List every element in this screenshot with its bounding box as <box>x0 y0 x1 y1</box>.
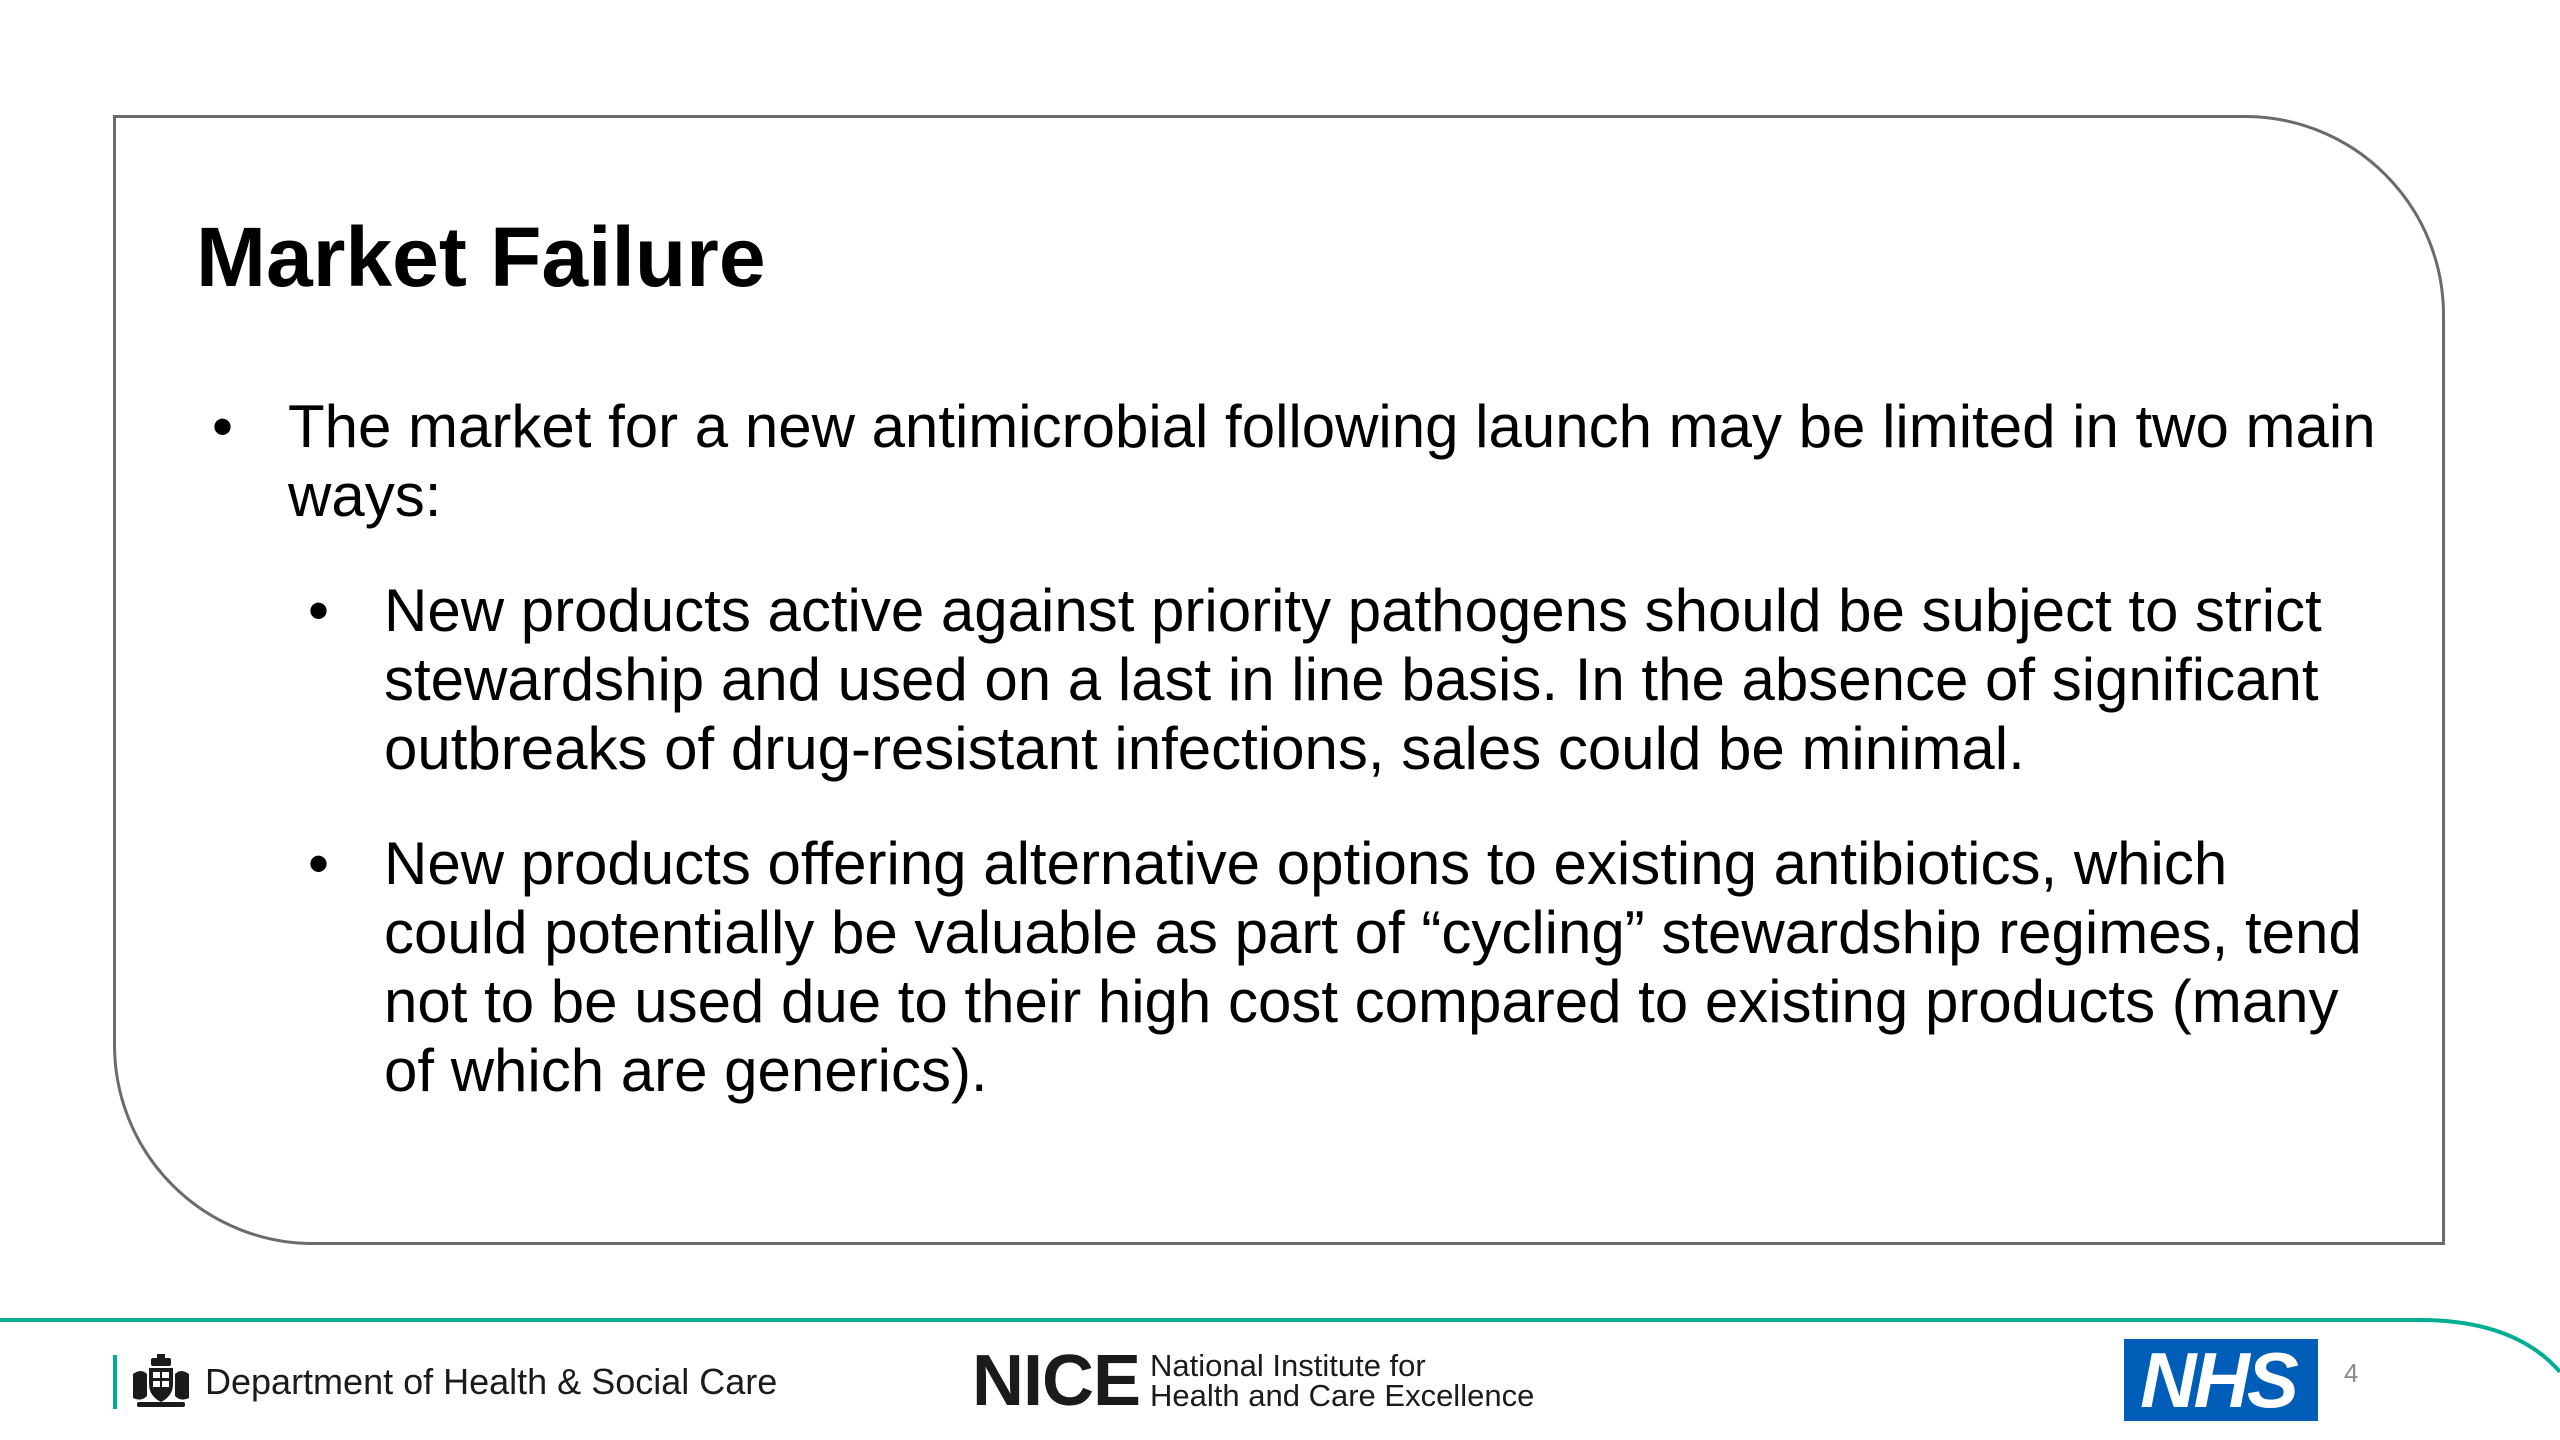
page-number: 4 <box>2344 1358 2359 1388</box>
nice-subtitle-line2: Health and Care Excellence <box>1150 1378 1535 1413</box>
dhsc-logo <box>113 1354 777 1410</box>
nhs-logo: NHS <box>2124 1339 2318 1421</box>
royal-crest-icon <box>129 1354 193 1410</box>
bullet-dot: • <box>308 577 330 644</box>
nice-logo <box>972 1341 1535 1421</box>
bullet-dot: • <box>212 393 234 460</box>
nice-subtitle-line1: National Institute for <box>1150 1348 1426 1383</box>
dhsc-accent-bar <box>113 1355 117 1409</box>
bullet-item <box>196 392 2386 530</box>
bullet-item <box>196 576 2386 783</box>
bullet-text: The market for a new antimicrobial following launch may be limited in two main ways: <box>288 393 2376 529</box>
slide-title: Market Failure <box>196 210 766 304</box>
bullet-list <box>196 392 2386 1151</box>
dhsc-label: Department of Health & Social Care <box>205 1361 778 1402</box>
bullet-item <box>196 829 2386 1105</box>
nice-wordmark: NICE <box>972 1341 1141 1421</box>
bullet-text: New products active against priority pathogens should be subject to strict stewardship and used on a last in line basis. In the absence of significant outbreaks of drug-resistant infections, sales could be minimal. <box>384 577 2322 782</box>
nice-subtitle <box>1150 1348 1535 1413</box>
bullet-text: New products offering alternative options to existing antibiotics, which could potentially be valuable as part of “cycling” stewardship regimes, tend not to be used due to their high cost compared to existing products (many of which are generics). <box>384 830 2362 1104</box>
bullet-dot: • <box>308 830 330 897</box>
